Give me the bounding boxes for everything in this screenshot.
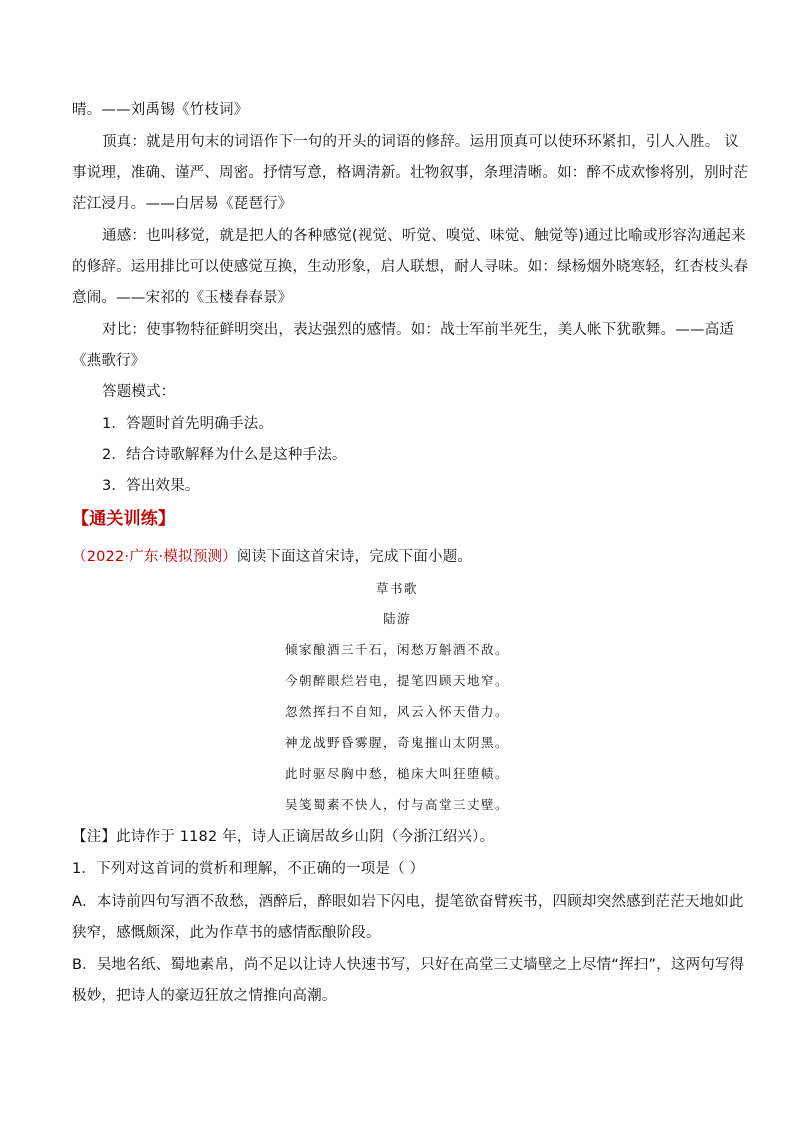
text-line: 意闹。——宋祁的《玉楼春春景》 — [72, 290, 293, 306]
question-source: （2022·广东·模拟预测） — [72, 549, 237, 565]
poem-title: 草书歌 — [375, 581, 418, 596]
list-item: 3．答出效果。 — [102, 478, 200, 494]
poem-verse: 倾家酿酒三千石，闲愁万斛酒不敌。 — [284, 642, 509, 657]
text-line: 《燕歌行》 — [72, 353, 146, 369]
text-line: 事说理，准确、谨严、周密。抒情写意，格调清新。壮物叙事，条理清晰。如：醉不成欢惨将别，别时茫 — [72, 165, 749, 181]
text-line: 通感：也叫移觉，就是把人的各种感觉(视觉、听觉、嗅觉、味觉、触觉等)通过比喻或形容沟通起来 — [102, 228, 746, 244]
text-line: 晴。——刘禹锡《竹枝词》 — [72, 102, 249, 118]
poem-verse: 神龙战野昏雾腥，奇鬼摧山太阴黑。 — [284, 735, 509, 750]
list-item: 1．答题时首先明确手法。 — [102, 416, 274, 432]
poem-verse: 忽然挥扫不自知，风云入怀天借力。 — [284, 704, 509, 719]
text-line: 答题模式： — [102, 384, 176, 400]
poem-note: 【注】此诗作于 1182 年，诗人正谪居故乡山阴（今浙江绍兴）。 — [72, 829, 495, 845]
poem-verse: 今朝醉眼烂岩电，提笔四顾天地窄。 — [284, 673, 509, 688]
question-intro: 阅读下面这首宋诗，完成下面小题。 — [236, 549, 473, 565]
poem-author: 陆游 — [382, 611, 411, 626]
option-a: A．本诗前四句写酒不敌愁，酒醉后，醉眼如岩下闪电，提笔欲奋臂疾书，四顾却突然感到茫茫天地如此 — [72, 894, 744, 910]
question-stem: 1．下列对这首词的赏析和理解，不正确的一项是（ ） — [72, 861, 425, 877]
text-line: 对比：使事物特征鲜明突出，表达强烈的感情。如：战士军前半死生，美人帐下犹歌舞。——高适 — [102, 322, 735, 338]
poem-verse: 此时驱尽胸中愁，槌床大叫狂堕帻。 — [284, 766, 509, 781]
text-line: 的修辞。运用排比可以使感觉互换，生动形象，启人联想，耐人寻味。如：绿杨烟外晓寒轻，红杏枝头春 — [72, 259, 749, 275]
option-b-continued: 极妙，把诗人的豪迈狂放之情推向高潮。 — [72, 988, 337, 1004]
option-b: B．吴地名纸、蜀地素帛，尚不足以让诗人快速书写，只好在高堂三丈墙壁之上尽情“挥扫”，这两句写得 — [72, 957, 745, 973]
section-heading: 【通关训练】 — [72, 509, 176, 529]
option-a-continued: 狭窄，感慨颇深，此为作草书的感情酝酿阶段。 — [72, 925, 381, 941]
question-intro-line — [72, 547, 732, 567]
poem-verse: 吴笺蜀素不快人，付与高堂三丈壁。 — [284, 797, 509, 812]
list-item: 2．结合诗歌解释为什么是这种手法。 — [102, 447, 347, 463]
text-line: 茫江浸月。——白居易《琵琶行》 — [72, 196, 293, 212]
text-line: 顶真：就是用句末的词语作下一句的开头的词语的修辞。运用顶真可以使环环紧扣，引人入胜。 议 — [102, 134, 739, 150]
